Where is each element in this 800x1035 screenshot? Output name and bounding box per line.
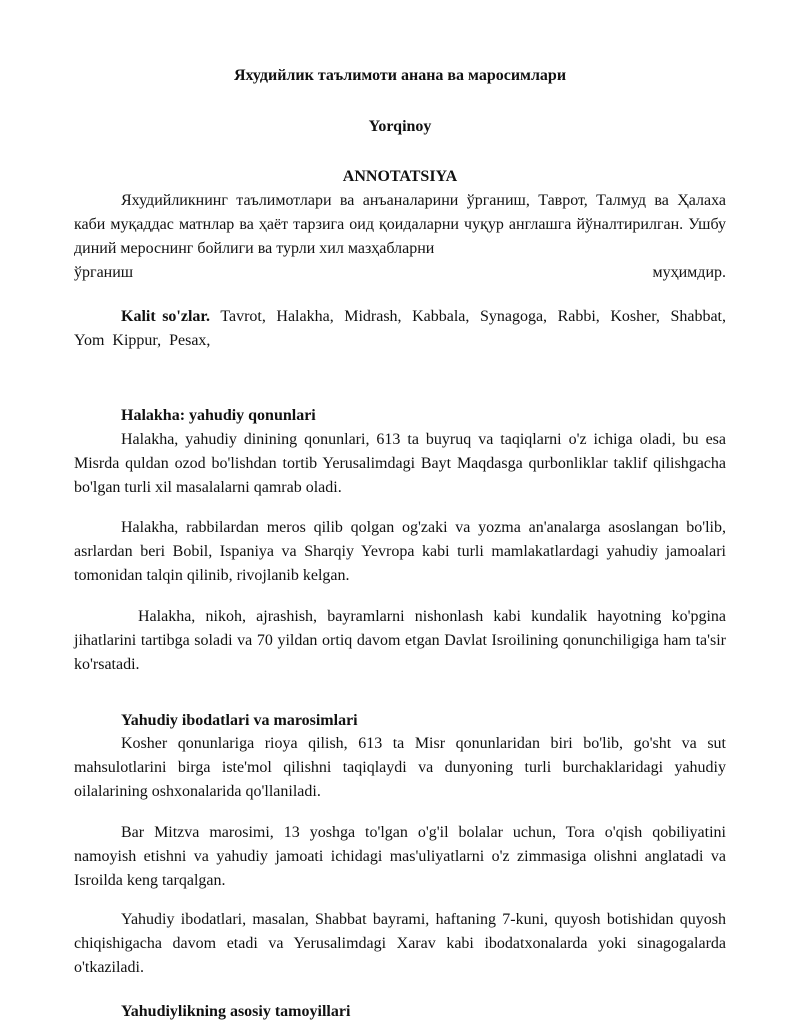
section-paragraph: Halakha, rabbilardan meros qilib qolgan og'zaki va yozma an'analarga asoslangan bo'lib, asrlardan beri Bobil, Ispaniya va Sharqiy Yevropa kabi turli mamlakatlardagi yahudiy jamoalari tomonidan talqin qilinib, rivojlanib kelgan. — [74, 519, 726, 584]
annotation-text: Яхудийликнинг таълимотлари ва анъаналарини ўрганиш, Таврот, Талмуд ва Ҳалаха каби муқаддас матнлар ва ҳаёт тарзига оид қоидаларни чуқур англашга йўналтирилган. Ушбу диний мероснинг бойлиги ва турли хил мазҳабларни — [74, 192, 726, 257]
section-paragraph: Halakha, yahudiy dinining qonunlari, 613 ta buyruq va taqiqlarni o'z ichiga oladi, bu esa Misrda quldan ozod bo'lishdan tortib Yerusalimdagi Bayt Maqdasga qurbonliklar taklif qilishgacha bo'lgan turli xil masalalarni qamrab oladi. — [74, 431, 726, 496]
section-heading-tamoyillar: Yahudiylikning asosiy tamoyillari — [121, 1003, 351, 1020]
section-paragraph: Bar Mitzva marosimi, 13 yoshga to'lgan o'g'il bolalar uchun, Tora o'qish qobiliyatini namoyish etishni va yahudiy jamoati ichidagi mas'uliyatlarni o'z zimmasiga olishni anglatadi va Isroilda keng tarqalgan. — [74, 824, 726, 889]
annotation-last-right: муҳимдир. — [652, 264, 726, 281]
keywords-paragraph — [74, 305, 726, 353]
keywords-list: Tavrot, Halakha, Midrash, Kabbala, Synagoga, Rabbi, Kosher, Shabbat, Yom Kippur, Pesax, — [74, 308, 726, 349]
annotation-heading: ANNOTATSIYA — [342, 168, 458, 185]
section-paragraph: Halakha, nikoh, ajrashish, bayramlarni nishonlash kabi kundalik hayotning ko'pgina jihatlarini tartibga soladi va 70 yildan ortiq davom etgan Davlat Isroilining qonunchiligiga ham ta'sir ko'rsatadi. — [74, 608, 726, 673]
author-name: Yorqinoy — [368, 118, 432, 135]
section-paragraph: Kosher qonunlariga rioya qilish, 613 ta Misr qonunlaridan biri bo'lib, go'sht va sut mahsulotlarini birga iste'mol qilishni taqiqlaydi va dunyoning turli burchaklaridagi yahudiy oilalarining oshxonalarida qo'llaniladi. — [74, 735, 726, 800]
annotation-last-left: ўрганиш — [74, 264, 134, 281]
section-heading-ibodatlar: Yahudiy ibodatlari va marosimlari — [121, 712, 358, 729]
annotation-paragraph — [74, 189, 726, 285]
section-paragraph: Yahudiy ibodatlari, masalan, Shabbat bayrami, haftaning 7-kuni, quyosh botishidan quyosh chiqishigacha davom etadi va Yerusalimdagi Xarav kabi ibodatxonalarda yoki sinagogalarda o'tkaziladi. — [74, 911, 726, 976]
keywords-label: Kalit so'zlar. — [121, 308, 211, 325]
annotation-last-line — [74, 261, 726, 285]
document-title: Яхудийлик таълимоти анана ва маросимлари — [233, 67, 567, 84]
section-heading-halakha: Halakha: yahudiy qonunlari — [121, 407, 316, 424]
